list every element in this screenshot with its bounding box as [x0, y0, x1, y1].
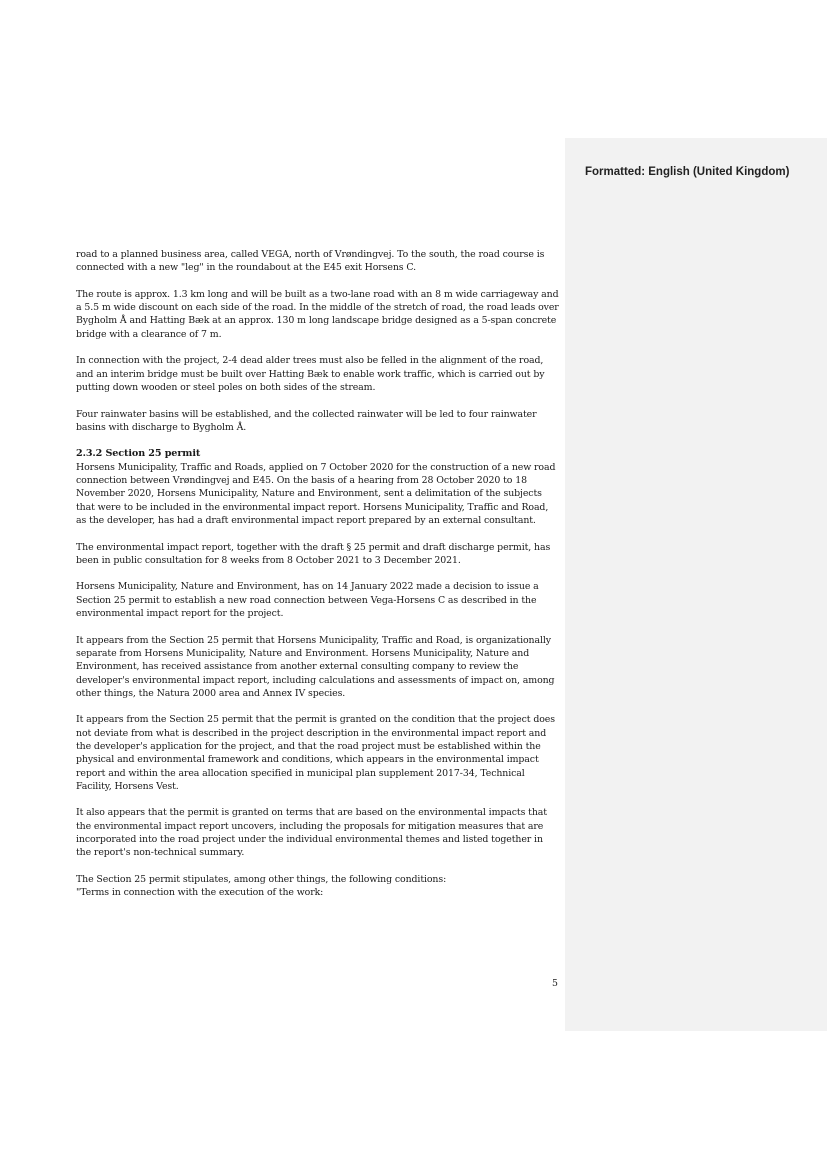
paragraph-line: "Terms in connection with the execution of the work: — [76, 887, 324, 899]
formatting-comment[interactable]: Formatted: English (United Kingdom) — [585, 166, 790, 178]
paragraph: Horsens Municipality, Nature and Environment, has on 14 January 2022 made a decision to issue a Section 25 permit to establish a new road connection between Vega-Horsens C as described in the environmental impact report for the project. — [76, 581, 539, 620]
paragraph: In connection with the project, 2-4 dead alder trees must also be felled in the alignment of the road, and an interim bridge must be built over Hatting Bæk to enable work traffic, which is carried out by putting down wooden or steel poles on both sides of the stream. — [76, 355, 545, 393]
paragraph: The route is approx. 1.3 km long and will be built as a two-lane road with an 8 m wide carriageway and a 5.5 m wide discount on each side of the road. In the middle of the stretch of road, the road leads over Bygholm Å and Hatting Bæk at an approx. 130 m long landscape bridge designed as a 5-span concrete bridge with a clearance of 7 m. — [76, 288, 559, 340]
paragraph: It also appears that the permit is granted on terms that are based on the environmental impacts that the environmental impact report uncovers, including the proposals for mitigation measures that are incorporated into the road project under the individual environmental themes and listed together in the report's non-technical summary. — [76, 807, 547, 859]
paragraph: It appears from the Section 25 permit that Horsens Municipality, Traffic and Road, is organizationally separate from Horsens Municipality, Nature and Environment. Horsens Municipality, Nature and Environment, has received assistance from another external consulting company to review the developer's environmental impact report, including calculations and assessments of impact on, among other things, the Natura 2000 area and Annex IV species. — [76, 634, 555, 699]
page-number: 5 — [552, 978, 558, 989]
paragraph: Horsens Municipality, Traffic and Roads, applied on 7 October 2020 for the construction of a new road connection between Vrøndingvej and E45. On the basis of a hearing from 28 October 2020 to 18 November 2020, Horsens Municipality, Nature and Environment, sent a delimitation of the subjects that were to be included in the environmental impact report. Horsens Municipality, Traffic and Road, as the developer, has had a draft environmental impact report prepared by an external consultant. — [76, 461, 556, 526]
paragraph: It appears from the Section 25 permit that the permit is granted on the condition that the project does not deviate from what is described in the project description in the environmental impact report and the developer's application for the project, and that the road project must be established within the physical and environmental framework and conditions, which appears in the environmental impact report and within the area allocation specified in municipal plan supplement 2017-34, Technical Facility, Horsens Vest. — [76, 714, 555, 792]
paragraph: road to a planned business area, called VEGA, north of Vrøndingvej. To the south, the road course is connected with a new "leg" in the roundabout at the E45 exit Horsens C. — [76, 249, 545, 274]
paragraph — [76, 873, 560, 900]
paragraph-line: The Section 25 permit stipulates, among other things, the following conditions: — [76, 873, 447, 885]
comment-pane — [565, 138, 827, 1031]
section-heading: 2.3.2 Section 25 permit — [76, 448, 201, 460]
body-text — [76, 248, 560, 900]
paragraph: Four rainwater basins will be established, and the collected rainwater will be led to four rainwater basins with discharge to Bygholm Å. — [76, 408, 537, 433]
paragraph: The environmental impact report, together with the draft § 25 permit and draft discharge permit, has been in public consultation for 8 weeks from 8 October 2021 to 3 December 2021. — [76, 541, 551, 566]
